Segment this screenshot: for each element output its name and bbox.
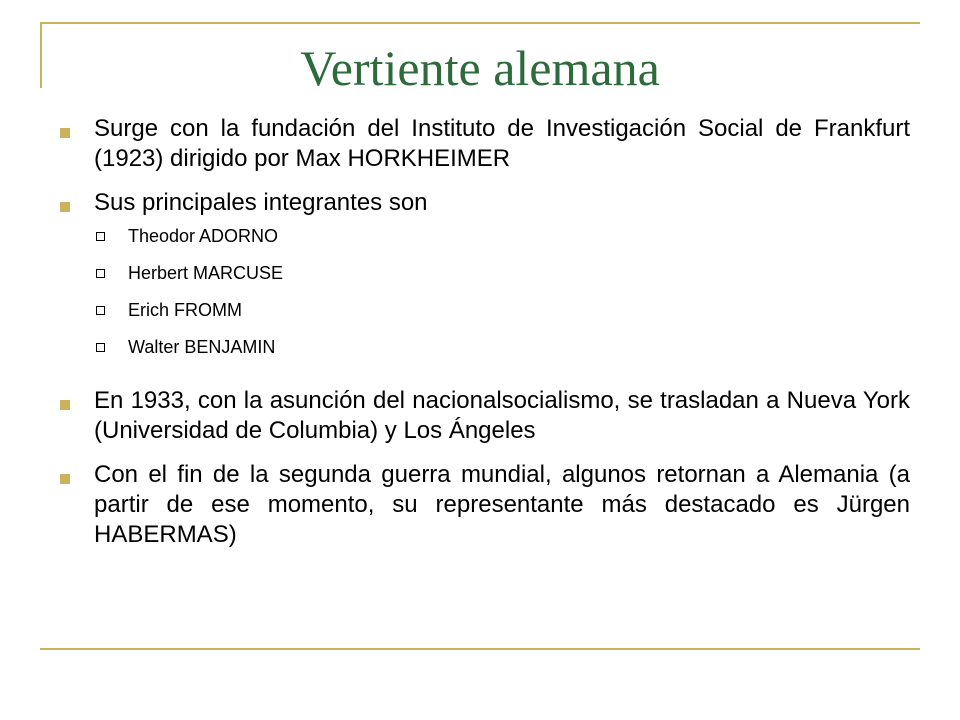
sub-item-text: Walter BENJAMIN: [128, 337, 276, 357]
bullet-item-founding: [58, 114, 910, 174]
sub-item: [94, 261, 910, 298]
square-bullet-icon: [60, 400, 70, 410]
sub-item: [94, 224, 910, 261]
square-bullet-icon: [60, 474, 70, 484]
square-bullet-icon: [60, 128, 70, 138]
bullet-item-relocation: [58, 386, 910, 446]
sub-item: [94, 298, 910, 335]
checkbox-square-icon: [96, 232, 105, 241]
sub-item-text: Herbert MARCUSE: [128, 263, 284, 283]
bullet-text: En 1933, con la asunción del nacionalsocialismo, se trasladan a Nueva York (Universidad de Columbia) y Los Ángeles: [94, 387, 910, 444]
checkbox-square-icon: [96, 306, 105, 315]
bullet-text: Sus principales integrantes son: [94, 189, 428, 216]
sub-item-text: Theodor ADORNO: [128, 226, 279, 246]
sub-item: [94, 335, 910, 372]
bullet-text: Con el fin de la segunda guerra mundial, algunos retornan a Alemania (a partir de ese momento, su representante más destacado es Jürgen HABERMAS): [94, 461, 910, 548]
square-bullet-icon: [60, 202, 70, 212]
sub-item-text: Erich FROMM: [128, 300, 242, 320]
checkbox-square-icon: [96, 343, 105, 352]
checkbox-square-icon: [96, 269, 105, 278]
bullet-item-return: [58, 460, 910, 550]
members-sublist: [94, 224, 910, 372]
bullet-text: Surge con la fundación del Instituto de Investigación Social de Frankfurt (1923) dirigido por Max HORKHEIMER: [94, 115, 910, 172]
frame-top-line: [40, 22, 920, 24]
bullet-item-members: [58, 188, 910, 218]
bullet-list: [58, 114, 910, 564]
slide-title: Vertiente alemana: [300, 40, 660, 96]
frame-bottom-line: [40, 648, 920, 650]
